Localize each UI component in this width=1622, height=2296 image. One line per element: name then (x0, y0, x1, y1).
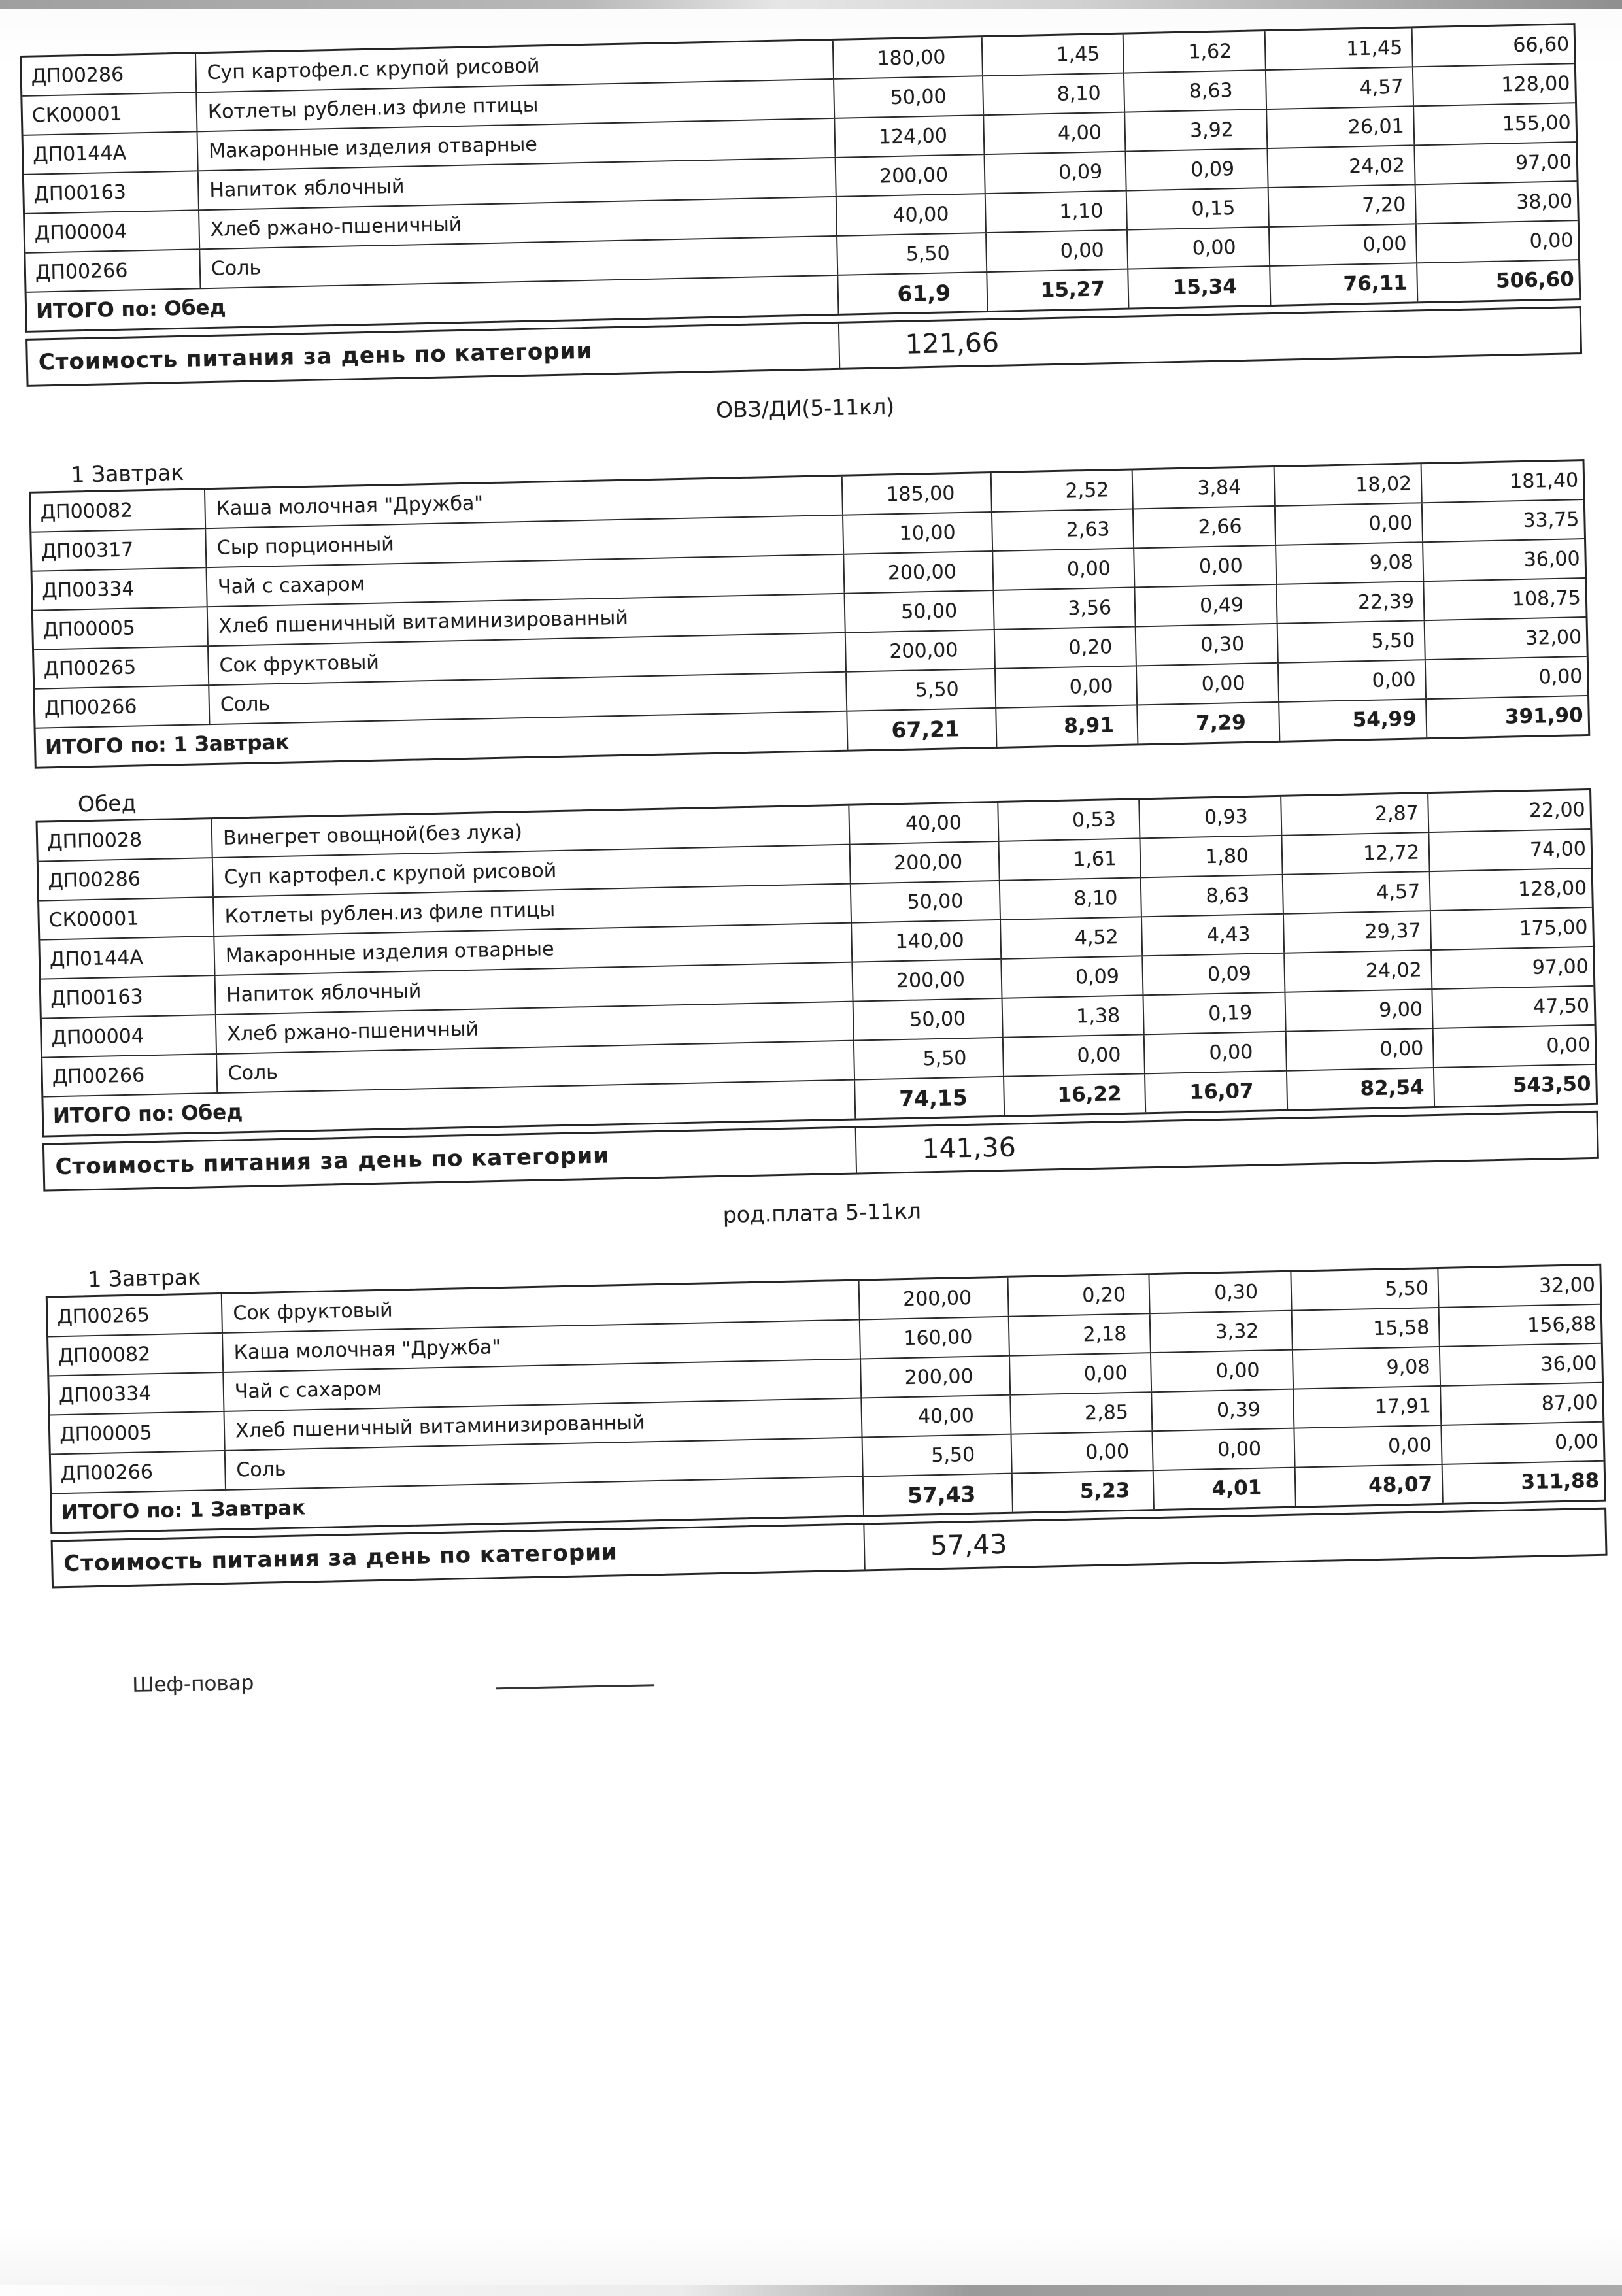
value-cell: 36,00 (1422, 539, 1587, 581)
value-cell: 5,50 (1277, 621, 1425, 662)
value-cell: 12,72 (1281, 833, 1428, 874)
qty-cell: 50,00 (844, 591, 994, 632)
value-cell: 0,09 (1141, 954, 1284, 995)
value-cell: 0,49 (1134, 585, 1276, 626)
item-code-cell: ДП00266 (35, 259, 128, 284)
signature-line (496, 1661, 654, 1689)
qty-cell: 40,00 (860, 1396, 1010, 1437)
value-cell: 1,38 (1002, 996, 1143, 1037)
value-cell: 128,00 (1412, 64, 1577, 105)
value-cell: 1,80 (1139, 836, 1281, 877)
total-value-cell: 8,91 (995, 705, 1137, 747)
value-cell: 3,84 (1132, 467, 1274, 509)
dish-name-cell: Суп картофел.с крупой рисовой (212, 845, 850, 896)
value-cell: 1,61 (998, 839, 1140, 880)
qty-cell: 50,00 (853, 999, 1002, 1040)
dish-name-cell: Хлеб ржано-пшеничный (198, 197, 836, 248)
item-code-cell: ДП00334 (41, 577, 135, 602)
value-cell: 8,10 (999, 878, 1141, 919)
qty-cell: 124,00 (834, 116, 983, 157)
qty-cell: 50,00 (833, 76, 983, 118)
total-value-cell: 15,34 (1127, 267, 1270, 308)
total-label-cell: ИТОГО по: 1 Завтрак (61, 1496, 306, 1525)
value-cell: 0,00 (1150, 1351, 1293, 1392)
value-cell: 4,57 (1282, 872, 1430, 913)
menu-table (20, 23, 1581, 333)
value-cell: 24,02 (1266, 146, 1414, 187)
value-cell: 15,58 (1291, 1308, 1439, 1349)
value-cell: 4,52 (1000, 917, 1141, 958)
value-cell: 0,30 (1135, 624, 1277, 666)
value-cell: 0,00 (1009, 1353, 1151, 1394)
total-value-cell: 16,22 (1003, 1074, 1145, 1115)
item-code-cell: ДП0144А (49, 945, 144, 971)
value-cell: 0,15 (1126, 188, 1268, 229)
item-code-cell: ДП00334 (58, 1381, 152, 1407)
dish-name-cell: Сок фруктовый (221, 1281, 859, 1332)
qty-cell: 50,00 (850, 881, 1000, 922)
value-cell: 0,00 (1126, 228, 1269, 269)
dish-name-cell: Макаронные изделия отварные (197, 119, 835, 170)
value-cell: 26,01 (1266, 107, 1413, 148)
day-total-label: Стоимость питания за день по категории (38, 337, 593, 376)
value-cell: 0,00 (992, 549, 1134, 590)
qty-cell: 200,00 (835, 155, 985, 196)
value-cell: 8,10 (982, 74, 1124, 115)
chef-label: Шеф-повар (131, 1671, 254, 1697)
value-cell: 36,00 (1439, 1344, 1604, 1385)
qty-cell: 200,00 (851, 960, 1001, 1001)
dish-name-cell: Сок фруктовый (207, 633, 845, 684)
value-cell: 3,32 (1149, 1311, 1292, 1353)
qty-cell: 40,00 (836, 194, 985, 235)
value-cell: 4,57 (1265, 67, 1413, 109)
value-cell: 3,56 (992, 588, 1134, 629)
day-total-filler (1156, 1113, 1597, 1166)
total-value-cell: 57,43 (862, 1474, 1012, 1515)
value-cell: 97,00 (1430, 947, 1595, 988)
item-code-cell: ДП00266 (60, 1460, 154, 1485)
qty-cell: 160,00 (859, 1317, 1009, 1359)
item-code-cell: ДП00266 (44, 694, 137, 720)
qty-cell: 5,50 (862, 1435, 1011, 1476)
total-value-cell: 506,60 (1416, 260, 1581, 301)
document-content (20, 23, 1610, 1698)
value-cell: 66,60 (1411, 25, 1576, 66)
section-header: ОВЗ/ДИ(5-11кл) (715, 394, 895, 423)
dish-name-cell: Сыр порционный (205, 516, 843, 567)
item-code-cell: ДП00317 (41, 538, 134, 563)
value-cell: 0,00 (1011, 1432, 1153, 1473)
value-cell: 9,08 (1292, 1347, 1440, 1389)
dish-name-cell: Соль (199, 237, 837, 288)
value-cell: 32,00 (1424, 618, 1589, 659)
value-cell: 0,39 (1151, 1390, 1293, 1431)
section-header: род.плата 5-11кл (722, 1198, 922, 1228)
qty-cell: 200,00 (843, 552, 992, 593)
total-value-cell: 61,9 (837, 273, 987, 314)
value-cell: 0,00 (1143, 1032, 1286, 1073)
item-code-cell: ДП00286 (31, 63, 124, 88)
value-cell: 0,00 (1136, 664, 1278, 705)
value-cell: 0,00 (985, 231, 1127, 272)
value-cell: 0,00 (1432, 1026, 1597, 1067)
dish-name-cell: Чай с сахаром (222, 1360, 860, 1411)
value-cell: 175,00 (1430, 908, 1595, 949)
value-cell: 17,91 (1293, 1387, 1440, 1428)
total-value-cell: 74,15 (854, 1077, 1004, 1119)
dish-name-cell: Чай с сахаром (205, 555, 843, 606)
value-cell: 128,00 (1429, 869, 1594, 910)
value-cell: 108,75 (1423, 579, 1587, 620)
dish-name-cell: Суп картофел.с крупой рисовой (195, 41, 833, 92)
value-cell: 0,00 (1285, 1029, 1433, 1070)
value-cell: 1,10 (985, 192, 1126, 233)
value-cell: 1,45 (981, 35, 1123, 76)
item-code-cell: ДП00082 (40, 499, 133, 524)
total-value-cell: 15,27 (986, 270, 1128, 311)
value-cell: 4,00 (983, 113, 1124, 154)
value-cell: 2,66 (1132, 507, 1275, 548)
qty-cell: 180,00 (832, 37, 982, 78)
total-value-cell: 7,29 (1136, 703, 1279, 744)
value-cell: 5,50 (1290, 1269, 1438, 1310)
value-cell: 24,02 (1283, 951, 1431, 992)
total-value-cell: 82,54 (1286, 1068, 1434, 1109)
qty-cell: 5,50 (853, 1038, 1003, 1079)
meal-label: Обед (77, 790, 137, 817)
dish-name-cell: Хлеб пшеничный витаминизированный (207, 594, 845, 645)
value-cell: 0,20 (994, 627, 1136, 668)
value-cell: 7,20 (1268, 185, 1415, 226)
dish-name-cell: Соль (224, 1438, 862, 1489)
dish-name-cell: Хлеб пшеничный витаминизированный (224, 1399, 862, 1450)
value-cell: 0,53 (997, 800, 1139, 841)
value-cell: 0,00 (1415, 221, 1580, 262)
value-cell: 0,19 (1142, 993, 1285, 1034)
dish-name-cell: Котлеты рублен.из филе птицы (212, 885, 851, 936)
item-code-cell: ДП00004 (51, 1024, 144, 1049)
value-cell: 4,43 (1141, 915, 1283, 956)
value-cell: 155,00 (1413, 103, 1578, 144)
value-cell: 74,00 (1428, 830, 1593, 871)
total-value-cell: 67,21 (846, 709, 996, 750)
qty-cell: 5,50 (845, 669, 995, 711)
value-cell: 0,00 (1293, 1426, 1441, 1467)
value-cell: 0,20 (1007, 1275, 1149, 1316)
dish-name-cell: Котлеты рублен.из филе птицы (195, 80, 834, 131)
item-code-cell: ДП0144А (32, 141, 127, 167)
value-cell: 0,00 (1277, 660, 1425, 701)
value-cell: 0,00 (1002, 1035, 1144, 1076)
total-label-cell: ИТОГО по: Обед (35, 295, 226, 324)
value-cell: 0,00 (1268, 224, 1416, 265)
value-cell: 38,00 (1415, 182, 1580, 223)
dish-name-cell: Каша молочная "Дружба" (204, 477, 842, 528)
value-cell: 32,00 (1437, 1266, 1602, 1307)
value-cell: 0,00 (1440, 1423, 1605, 1464)
item-code-cell: ДП00286 (48, 867, 141, 892)
qty-cell: 140,00 (851, 920, 1000, 962)
meal-label: 1 Завтрак (71, 459, 184, 488)
value-cell: 181,40 (1421, 461, 1585, 502)
total-value-cell: 16,07 (1144, 1072, 1287, 1113)
day-total-value: 57,43 (863, 1519, 1164, 1570)
day-total-value: 121,66 (838, 317, 1140, 368)
value-cell: 87,00 (1440, 1383, 1604, 1425)
footer (54, 1641, 1610, 1699)
total-value-cell: 543,50 (1433, 1065, 1598, 1106)
value-cell: 0,00 (1151, 1429, 1294, 1470)
value-cell: 0,09 (984, 152, 1126, 194)
item-code-cell: ДП00004 (34, 220, 127, 245)
value-cell: 2,52 (990, 471, 1132, 512)
value-cell: 3,92 (1124, 110, 1266, 151)
item-code-cell: ДП00163 (50, 985, 143, 1010)
total-value-cell: 391,90 (1425, 696, 1590, 737)
day-total-filler (1164, 1510, 1605, 1563)
value-cell: 2,63 (991, 510, 1133, 551)
value-cell: 11,45 (1264, 28, 1412, 69)
scanner-edge-top (0, 0, 1622, 9)
dish-name-cell: Соль (208, 673, 846, 724)
total-value-cell: 5,23 (1011, 1471, 1153, 1512)
total-value-cell: 311,88 (1442, 1462, 1606, 1503)
value-cell: 22,39 (1276, 582, 1423, 623)
value-cell: 2,18 (1008, 1314, 1150, 1355)
value-cell: 0,00 (1274, 503, 1422, 545)
item-code-cell: ДП00005 (42, 616, 136, 641)
dish-name-cell: Хлеб ржано-пшеничный (215, 1002, 853, 1053)
item-code-cell: ДП00163 (33, 180, 127, 206)
scanner-edge-bottom (0, 2285, 1622, 2296)
qty-cell: 5,50 (836, 233, 986, 275)
value-cell: 0,93 (1138, 797, 1281, 838)
value-cell: 22,00 (1427, 790, 1592, 832)
value-cell: 47,50 (1431, 987, 1596, 1028)
value-cell: 97,00 (1413, 143, 1578, 184)
value-cell: 18,02 (1274, 464, 1421, 505)
total-label-cell: ИТОГО по: 1 Завтрак (44, 730, 290, 760)
item-code-cell: ДП00265 (57, 1303, 150, 1328)
qty-cell: 200,00 (849, 842, 999, 883)
value-cell: 2,85 (1009, 1393, 1151, 1434)
qty-cell: 10,00 (842, 513, 992, 554)
total-value-cell: 48,07 (1294, 1465, 1442, 1506)
value-cell: 0,00 (1425, 657, 1589, 698)
qty-cell: 185,00 (841, 473, 991, 515)
total-value-cell: 4,01 (1153, 1468, 1295, 1510)
value-cell: 9,00 (1284, 990, 1432, 1031)
qty-cell: 200,00 (845, 630, 994, 671)
value-cell: 33,75 (1421, 500, 1586, 541)
day-total-label: Стоимость питания за день по категории (63, 1539, 618, 1578)
total-label-cell: ИТОГО по: Обед (52, 1100, 243, 1128)
qty-cell: 200,00 (860, 1357, 1009, 1398)
menu-table (29, 459, 1590, 769)
value-cell: 0,09 (1124, 149, 1267, 190)
value-cell: 2,87 (1280, 794, 1428, 835)
item-code-cell: СК00001 (48, 906, 139, 932)
item-code-cell: ДПП0028 (46, 828, 143, 853)
dish-name-cell: Макаронные изделия отварные (213, 924, 851, 975)
value-cell: 156,88 (1438, 1305, 1603, 1346)
value-cell: 1,62 (1123, 31, 1265, 73)
dish-name-cell: Напиток яблочный (197, 158, 836, 209)
dish-name-cell: Напиток яблочный (214, 963, 853, 1014)
value-cell: 8,63 (1123, 71, 1266, 112)
meal-label: 1 Завтрак (87, 1264, 201, 1292)
value-cell: 0,09 (1000, 956, 1142, 998)
dish-name-cell: Каша молочная "Дружба" (222, 1321, 860, 1372)
day-total-filler (1139, 308, 1580, 362)
item-code-cell: ДП00265 (43, 655, 137, 681)
total-value-cell: 54,99 (1278, 700, 1426, 741)
value-cell: 8,63 (1140, 875, 1283, 917)
day-total-value: 141,36 (855, 1122, 1157, 1173)
item-code-cell: ДП00082 (58, 1342, 151, 1368)
item-code-cell: СК00001 (31, 102, 122, 127)
menu-table (36, 788, 1598, 1138)
value-cell: 0,30 (1148, 1272, 1291, 1313)
value-cell: 9,08 (1275, 543, 1423, 584)
item-code-cell: ДП00266 (52, 1063, 145, 1089)
value-cell: 29,37 (1283, 911, 1430, 953)
value-cell: 0,00 (1133, 546, 1276, 587)
menu-table (46, 1264, 1606, 1534)
dish-name-cell: Винегрет овощной(без лука) (211, 806, 849, 857)
qty-cell: 200,00 (858, 1278, 1008, 1319)
day-total-label: Стоимость питания за день по категории (55, 1142, 610, 1181)
item-code-cell: ДП00005 (59, 1421, 152, 1446)
value-cell: 0,00 (994, 666, 1136, 707)
qty-cell: 40,00 (848, 803, 998, 844)
dish-name-cell: Соль (216, 1041, 854, 1092)
total-value-cell: 76,11 (1269, 263, 1417, 305)
